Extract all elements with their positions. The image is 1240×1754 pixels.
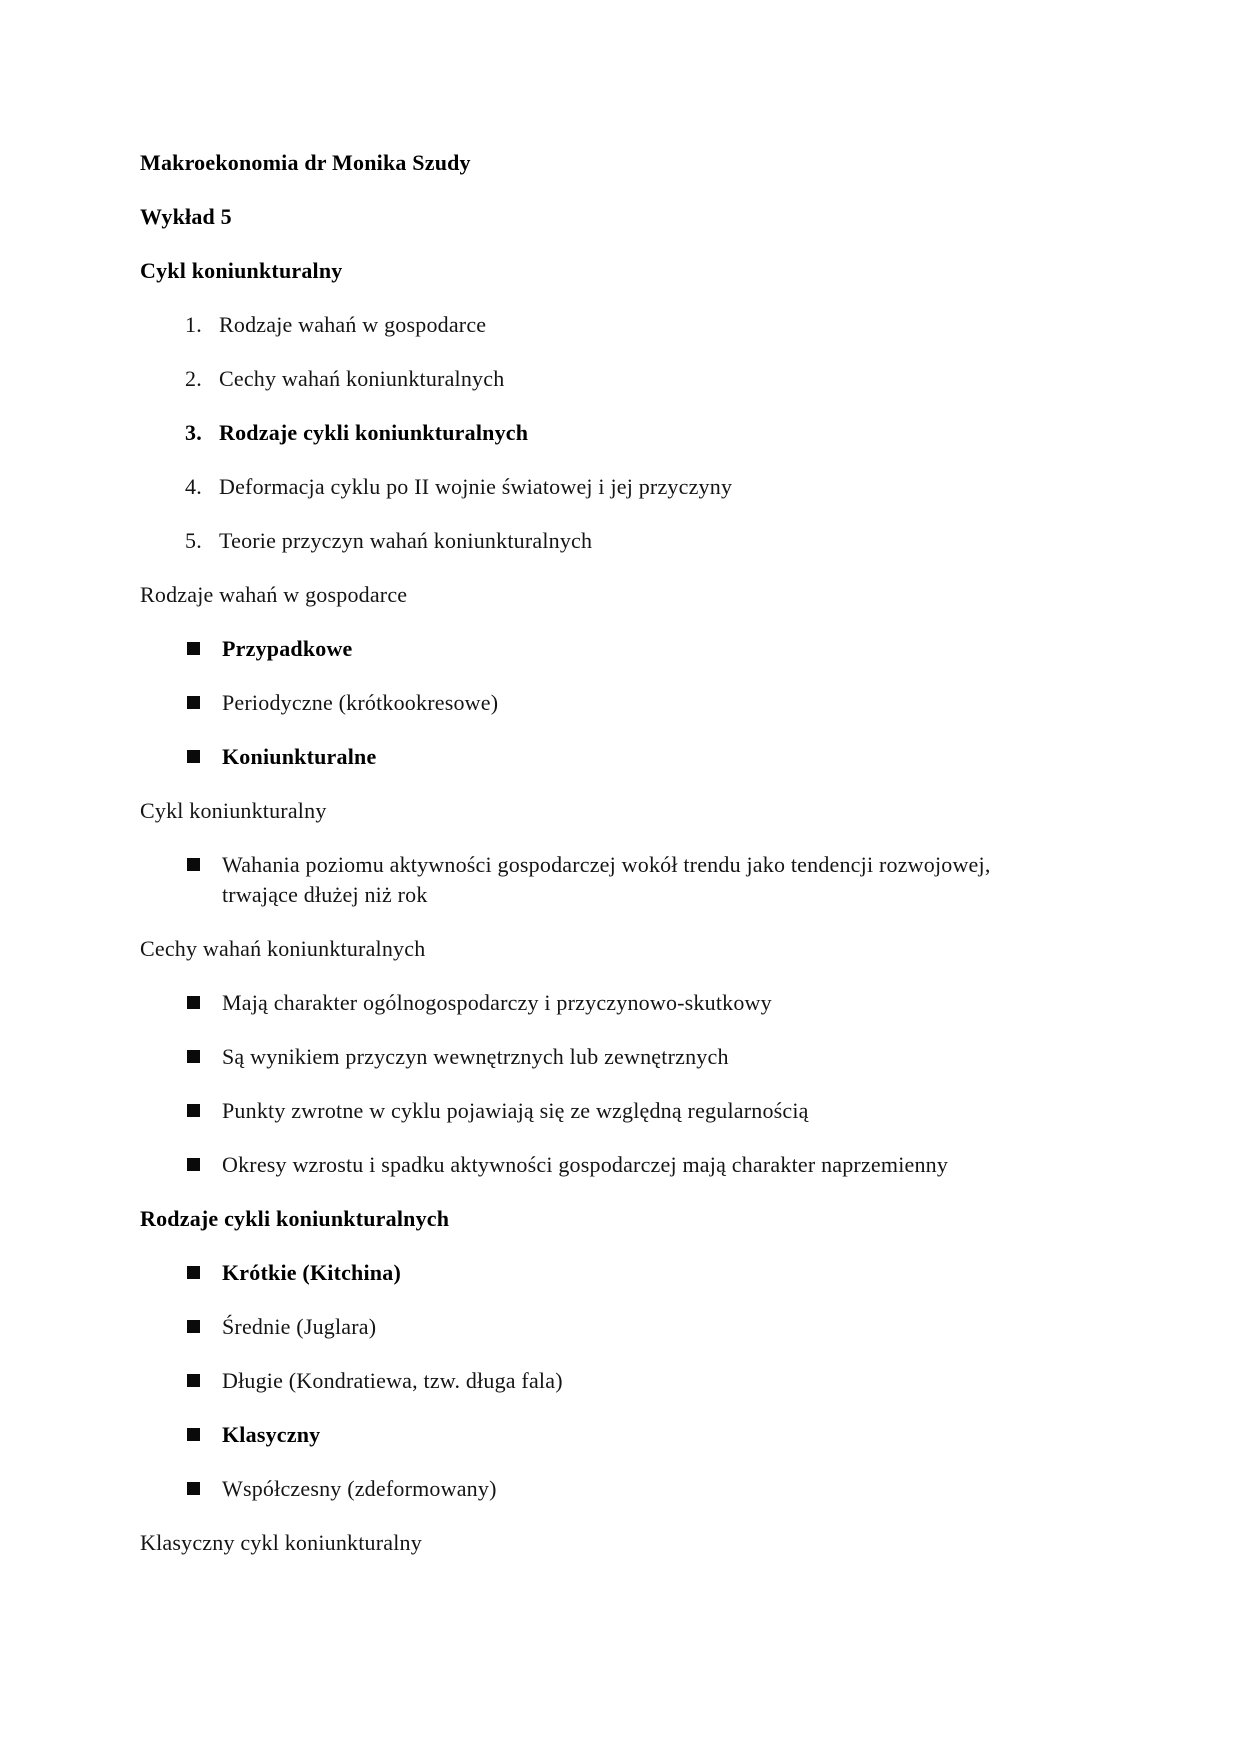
square-bullet-icon	[187, 1104, 200, 1117]
square-bullet-icon	[187, 1320, 200, 1333]
bullet-item	[140, 634, 1130, 664]
doc-topic-heading: Cykl koniunkturalny	[140, 258, 343, 283]
square-bullet-icon	[187, 642, 200, 655]
bullet-text: Wahania poziomu aktywności gospodarczej wokół trendu jako tendencji rozwojowej, trwające dłużej niż rok	[222, 852, 991, 907]
bullet-item	[140, 1366, 1130, 1396]
square-bullet-icon	[187, 1266, 200, 1279]
agenda-item-text: Deformacja cyklu po II wojnie światowej i jej przyczyny	[219, 474, 733, 499]
bullet-item	[140, 1420, 1130, 1450]
bullet-text: Punkty zwrotne w cyklu pojawiają się ze względną regularnością	[222, 1098, 809, 1123]
agenda-item-text: Cechy wahań koniunkturalnych	[219, 366, 505, 391]
square-bullet-icon	[187, 696, 200, 709]
agenda-item	[140, 310, 1130, 340]
bullet-item	[140, 1312, 1130, 1342]
bullet-text: Periodyczne (krótkookresowe)	[222, 690, 499, 715]
bullet-text: Klasyczny	[222, 1422, 321, 1447]
square-bullet-icon	[187, 1050, 200, 1063]
bullet-item	[140, 742, 1130, 772]
bullet-text: Są wynikiem przyczyn wewnętrznych lub zewnętrznych	[222, 1044, 729, 1069]
square-bullet-icon	[187, 1482, 200, 1495]
agenda-item	[140, 418, 1130, 448]
agenda-item-number: 1.	[185, 312, 202, 337]
agenda-item-text: Teorie przyczyn wahań koniunkturalnych	[219, 528, 593, 553]
agenda-item	[140, 364, 1130, 394]
lecture-number: Wykład 5	[140, 204, 232, 229]
bullet-text: Okresy wzrostu i spadku aktywności gospodarczej mają charakter naprzemienny	[222, 1152, 949, 1177]
doc-title: Makroekonomia dr Monika Szudy	[140, 150, 471, 175]
bullet-item	[140, 1258, 1130, 1288]
bullet-text: Długie (Kondratiewa, tzw. długa fala)	[222, 1368, 563, 1393]
bullet-item	[140, 988, 1130, 1018]
section-heading: Cykl koniunkturalny	[140, 798, 327, 823]
section-heading: Rodzaje cykli koniunkturalnych	[140, 1206, 450, 1231]
agenda-item-number: 4.	[185, 474, 202, 499]
bullet-item	[140, 1096, 1130, 1126]
bullet-text: Średnie (Juglara)	[222, 1314, 377, 1339]
section-heading: Cechy wahań koniunkturalnych	[140, 936, 426, 961]
agenda-item-number: 3.	[185, 420, 202, 445]
bullet-item	[140, 1150, 1130, 1180]
bullet-text: Mają charakter ogólnogospodarczy i przyczynowo-skutkowy	[222, 990, 772, 1015]
agenda-item-text: Rodzaje cykli koniunkturalnych	[219, 420, 529, 445]
bullet-item	[140, 1042, 1130, 1072]
agenda-item-number: 5.	[185, 528, 202, 553]
bullet-item	[140, 688, 1130, 718]
bullet-text: Koniunkturalne	[222, 744, 377, 769]
bullet-text: Współczesny (zdeformowany)	[222, 1476, 497, 1501]
square-bullet-icon	[187, 858, 200, 871]
square-bullet-icon	[187, 1428, 200, 1441]
bullet-text: Przypadkowe	[222, 636, 353, 661]
section-heading: Rodzaje wahań w gospodarce	[140, 582, 408, 607]
section-heading: Klasyczny cykl koniunkturalny	[140, 1530, 422, 1555]
square-bullet-icon	[187, 996, 200, 1009]
bullet-item	[140, 1474, 1130, 1504]
agenda-item	[140, 526, 1130, 556]
agenda-item	[140, 472, 1130, 502]
square-bullet-icon	[187, 1374, 200, 1387]
bullet-text: Krótkie (Kitchina)	[222, 1260, 401, 1285]
square-bullet-icon	[187, 750, 200, 763]
square-bullet-icon	[187, 1158, 200, 1171]
agenda-item-text: Rodzaje wahań w gospodarce	[219, 312, 487, 337]
agenda-item-number: 2.	[185, 366, 202, 391]
bullet-item	[140, 850, 1130, 910]
